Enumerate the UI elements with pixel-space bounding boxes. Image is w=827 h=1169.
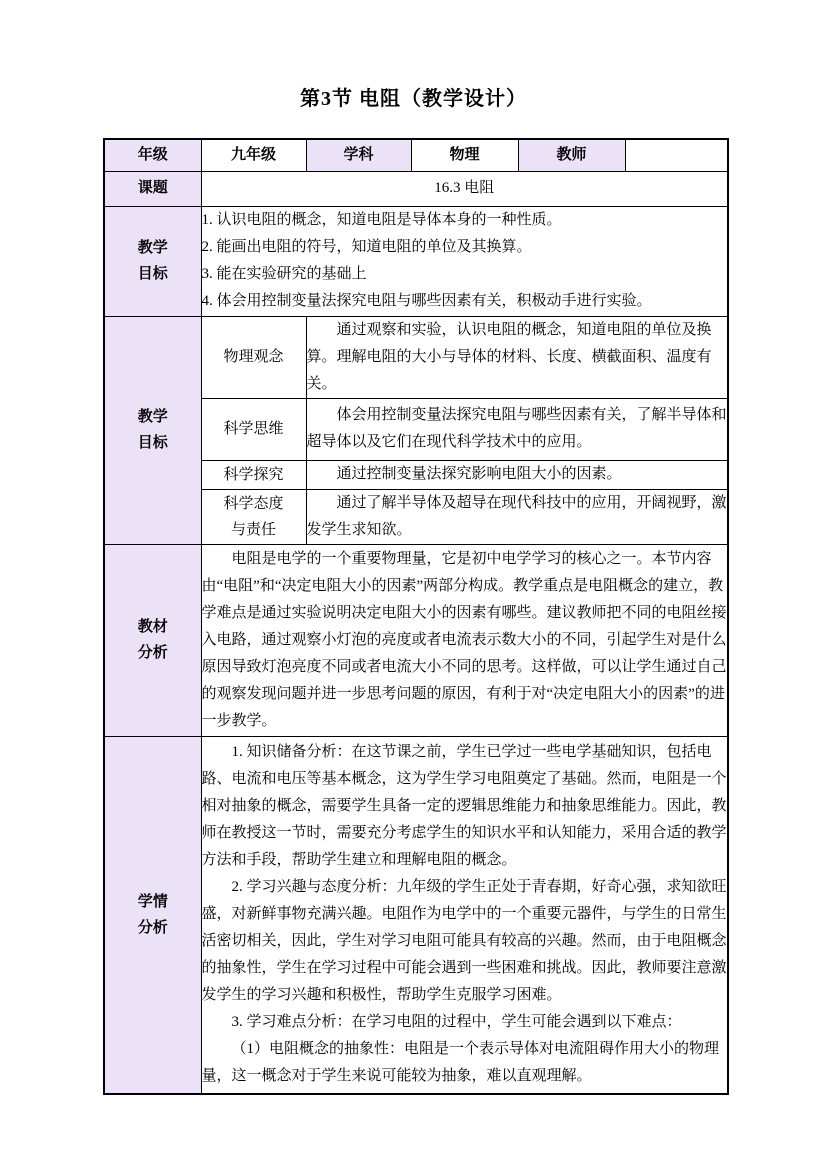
dimension-name [202, 462, 306, 488]
student-analysis-label-cell [104, 736, 201, 1094]
student-analysis-paragraph: （1）电阻概念的抽象性：电阻是一个表示导体对电流阻碍作用大小的物理量，这一概念对于学生来说可能较为抽象，难以直观理解。 [201, 1041, 720, 1085]
dimension-name [202, 416, 306, 442]
subject-label-cell: 学科 [306, 139, 411, 171]
objective-item: 2. 能画出电阻的符号，知道电阻的单位及其换算。 [201, 239, 532, 255]
dimension-name-line2: 与责任 [230, 521, 276, 538]
material-analysis-text-cell [201, 544, 728, 736]
core-label-line2: 目标 [137, 435, 168, 451]
dimension-name-line1: 物理观念 [223, 349, 284, 365]
dimension-text-cell [306, 398, 728, 460]
topic-row [104, 171, 728, 206]
dimension-name-line1: 科学思维 [223, 421, 284, 437]
material-analysis-label-cell [104, 544, 201, 736]
topic-label-cell: 课题 [104, 171, 201, 206]
dimension-name-cell [201, 398, 306, 460]
core-literacy-row [104, 316, 728, 398]
student-analysis-paragraph: 2. 学习兴趣与态度分析：九年级的学生正处于青春期，好奇心强，求知欲旺盛，对新鲜事物充满兴趣。电阻作为电学中的一个重要元器件，与学生的日常生活密切相关，因此，学生对学习电阻可能具有较高的兴趣。然而，由于电阻概念的抽象性，学生在学习过程中可能会遇到一些困难和挑战。因此，教师要注意激发学生的学习兴趣和积极性，帮助学生克服学习困难。 [201, 879, 727, 1004]
dimension-name-line1: 科学探究 [223, 466, 284, 483]
material-label-line2: 分析 [137, 645, 168, 661]
dimension-name-cell [201, 316, 306, 398]
grade-value-cell: 九年级 [201, 139, 306, 171]
info-row [104, 139, 728, 171]
student-analysis-paragraph: 3. 学习难点分析：在学习电阻的过程中，学生可能会遇到以下难点： [231, 1014, 682, 1031]
objectives-row [104, 206, 728, 316]
grade-label-cell: 年级 [104, 139, 201, 171]
dimension-text-cell [306, 489, 728, 544]
dimension-name [202, 491, 306, 543]
dimension-text: 通过观察和实验，认识电阻的概念，知道电阻的单位及换算。理解电阻的大小与导体的材料、长度、横截面积、温度有关。 [306, 321, 712, 392]
dimension-name-line1: 科学态度 [223, 495, 284, 512]
core-label-line1: 教学 [137, 409, 168, 425]
student-analysis-paragraph: 1. 知识储备分析：在这节课之前，学生已学过一些电学基础知识，包括电路、电流和电压等基本概念，这为学生学习电阻奠定了基础。然而，电阻是一个相对抽象的概念，需要学生具备一定的逻辑思维能力和抽象思维能力。因此，教师在教授这一节时，需要充分考虑学生的知识水平和认知能力，采用合适的教学方法和手段，帮助学生建立和理解电阻的概念。 [201, 744, 727, 869]
material-analysis-text: 电阻是电学的一个重要物理量，它是初中电学学习的核心之一。本节内容由“电阻”和“决定电阻大小的因素”两部分构成。教学重点是电阻概念的建立，教学难点是通过实验说明决定电阻大小的因素有哪些。建议教师把不同的电阻丝接入电路，通过观察小灯泡的亮度或者电流表示数大小的不同，引起学生对是什么原因导致灯泡亮度不同或者电流大小不同的思考。这样做，可以让学生通过自己的观察发现问题并进一步思考问题的原因，有利于对“决定电阻大小的因素”的进一步教学。 [201, 550, 727, 729]
dimension-name-cell [201, 460, 306, 489]
dimension-name-cell [201, 489, 306, 544]
core-literacy-label-cell [104, 316, 201, 544]
page-title: 第3节 电阻（教学设计） [300, 88, 527, 110]
objectives-label [105, 235, 201, 287]
student-analysis-text-cell [201, 736, 728, 1094]
objective-item: 4. 体会用控制变量法探究电阻与哪些因素有关，积极动手进行实验。 [201, 293, 652, 309]
material-analysis-row [104, 544, 728, 736]
student-label-line2: 分析 [137, 919, 168, 936]
dimension-text-cell [306, 460, 728, 489]
subject-value-cell: 物理 [411, 139, 518, 171]
topic-value-cell: 16.3 电阻 [201, 171, 728, 206]
teacher-value-cell [625, 139, 728, 171]
dimension-name [202, 344, 306, 370]
dimension-text-cell [306, 316, 728, 398]
objectives-label-cell [104, 206, 201, 316]
objectives-list-cell [201, 206, 728, 316]
objective-item: 1. 认识电阻的概念，知道电阻是导体本身的一种性质。 [201, 212, 562, 228]
core-literacy-label [105, 404, 201, 456]
objective-item: 3. 能在实验研究的基础上 [201, 266, 367, 282]
material-analysis-label [105, 614, 201, 666]
student-analysis-row [104, 736, 728, 1094]
dimension-text: 通过了解半导体及超导在现代科技中的应用，开阔视野，激发学生求知欲。 [306, 494, 727, 538]
objectives-label-line2: 目标 [137, 266, 168, 282]
dimension-text: 体会用控制变量法探究电阻与哪些因素有关，了解半导体和超导体以及它们在现代科学技术中的应用。 [306, 407, 727, 450]
teacher-label-cell: 教师 [518, 139, 625, 171]
lesson-plan-table [103, 138, 729, 1095]
dimension-text: 通过控制变量法探究影响电阻大小的因素。 [336, 466, 622, 482]
student-analysis-label [105, 889, 201, 941]
objectives-label-line1: 教学 [137, 240, 168, 256]
material-label-line1: 教材 [137, 619, 168, 635]
student-label-line1: 学情 [137, 893, 168, 910]
